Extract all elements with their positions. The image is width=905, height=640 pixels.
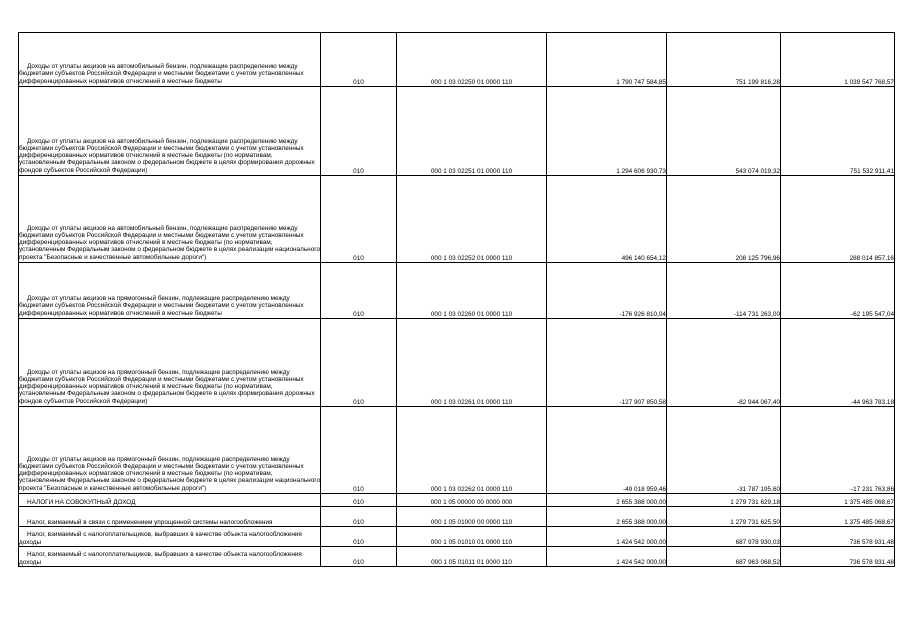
row-value-approved: 1 790 747 584,85	[547, 33, 667, 87]
row-line-code: 010	[321, 319, 397, 407]
row-name-cell	[19, 527, 321, 547]
row-name: Доходы от уплаты акцизов на прямогонный бензин, подлежащие распределению между бюджетами субъектов Российской Федерации и местными бюджетами с учетом установленных дифференцированных нормативов отчислений в местные бюджеты (по нормативам, установленным Федеральным законом о федеральном бюджете в целях формирования дорожных фондов субъектов Российской Федерации)	[19, 368, 315, 405]
table-row	[19, 319, 895, 407]
row-kbk-code: 000 1 05 00000 00 0000 000	[397, 494, 547, 507]
table-row	[19, 263, 895, 319]
row-value-approved: 1 294 606 930,73	[547, 87, 667, 176]
row-value-approved: 1 424 542 000,00	[547, 527, 667, 547]
row-value-unexecuted: -44 963 783,18	[781, 319, 895, 407]
row-name-cell	[19, 33, 321, 87]
table-row	[19, 547, 895, 567]
row-value-executed: 1 279 731 629,18	[667, 494, 781, 507]
row-line-code: 010	[321, 494, 397, 507]
table-row	[19, 407, 895, 494]
row-value-executed: -82 944 067,40	[667, 319, 781, 407]
row-kbk-code: 000 1 03 02260 01 0000 110	[397, 263, 547, 319]
row-name: Доходы от уплаты акцизов на прямогонный бензин, подлежащие распределению между бюджетами субъектов Российской Федерации и местными бюджетами с учетом установленных дифференцированных нормативов отчислений в местные бюджеты	[19, 295, 304, 317]
row-name: Налог, взимаемый с налогоплательщиков, выбравших в качестве объекта налогообложения доходы	[19, 531, 302, 546]
row-value-unexecuted: 1 039 547 768,57	[781, 33, 895, 87]
row-value-unexecuted: 751 532 911,41	[781, 87, 895, 176]
row-kbk-code: 000 1 05 01000 00 0000 110	[397, 507, 547, 527]
row-line-code: 010	[321, 507, 397, 527]
row-line-code: 010	[321, 407, 397, 494]
row-value-unexecuted: 288 014 857,16	[781, 176, 895, 263]
row-kbk-code: 000 1 03 02251 01 0000 110	[397, 87, 547, 176]
row-value-unexecuted: -62 195 547,04	[781, 263, 895, 319]
row-name: НАЛОГИ НА СОВОКУПНЫЙ ДОХОД	[27, 498, 136, 506]
row-value-approved: 2 655 388 000,00	[547, 507, 667, 527]
row-name-cell	[19, 176, 321, 263]
row-value-approved: 2 655 388 000,00	[547, 494, 667, 507]
row-value-approved: 1 424 542 000,00	[547, 547, 667, 567]
row-value-approved: -49 018 959,46	[547, 407, 667, 494]
row-name: Налог, взимаемый в связи с применением упрощенной системы налогообложения	[27, 518, 273, 526]
row-value-executed: 751 199 816,28	[667, 33, 781, 87]
row-value-executed: 208 125 796,96	[667, 176, 781, 263]
row-value-executed: 1 279 731 625,50	[667, 507, 781, 527]
row-kbk-code: 000 1 03 02261 01 0000 110	[397, 319, 547, 407]
table-row	[19, 176, 895, 263]
row-line-code: 010	[321, 527, 397, 547]
row-kbk-code: 000 1 03 02250 01 0000 110	[397, 33, 547, 87]
row-value-approved: 496 140 654,12	[547, 176, 667, 263]
row-value-unexecuted: 1 375 485 068,67	[781, 494, 895, 507]
row-name-cell	[19, 547, 321, 567]
table-row	[19, 33, 895, 87]
row-value-approved: -176 926 810,04	[547, 263, 667, 319]
row-value-approved: -127 907 850,58	[547, 319, 667, 407]
row-line-code: 010	[321, 176, 397, 263]
row-line-code: 010	[321, 263, 397, 319]
row-kbk-code: 000 1 03 02252 01 0000 110	[397, 176, 547, 263]
row-name-cell	[19, 87, 321, 176]
row-name: Доходы от уплаты акцизов на автомобильный бензин, подлежащие распределению между бюджетами субъектов Российской Федерации и местными бюджетами с учетом установленных дифференцированных нормативов отчислений в местные бюджеты (по нормативам, установленным Федеральным законом о федеральном бюджете в целях формирования дорожных фондов субъектов Российской Федерации)	[19, 137, 315, 174]
row-value-unexecuted: 736 578 931,48	[781, 527, 895, 547]
row-name: Доходы от уплаты акцизов на автомобильный бензин, подлежащие распределению между бюджетами субъектов Российской Федерации и местными бюджетами с учетом установленных дифференцированных нормативов отчислений в местные бюджеты (по нормативам, установленным Федеральным законом о федеральном бюджете в целях реализации национального проекта "Безопасные и качественные автомобильные дороги")	[19, 224, 321, 261]
row-name-cell	[19, 507, 321, 527]
row-kbk-code: 000 1 05 01011 01 0000 110	[397, 547, 547, 567]
row-name: Доходы от уплаты акцизов на прямогонный бензин, подлежащие распределению между бюджетами субъектов Российской Федерации и местными бюджетами с учетом установленных дифференцированных нормативов отчислений в местные бюджеты (по нормативам, установленным Федеральным законом о федеральном бюджете в целях реализации национального проекта "Безопасные и качественные автомобильные дороги")	[19, 455, 321, 492]
row-line-code: 010	[321, 33, 397, 87]
budget-report-table	[18, 32, 895, 567]
row-value-unexecuted: 1 375 485 068,67	[781, 507, 895, 527]
row-value-executed: 687 978 930,03	[667, 527, 781, 547]
row-name-cell	[19, 319, 321, 407]
row-line-code: 010	[321, 87, 397, 176]
row-name-cell	[19, 494, 321, 507]
row-value-executed: 543 074 019,32	[667, 87, 781, 176]
row-line-code: 010	[321, 547, 397, 567]
row-kbk-code: 000 1 03 02262 01 0000 110	[397, 407, 547, 494]
row-value-executed: 687 963 068,52	[667, 547, 781, 567]
table-row	[19, 494, 895, 507]
table-row	[19, 527, 895, 547]
row-value-unexecuted: 736 578 931,48	[781, 547, 895, 567]
row-name-cell	[19, 263, 321, 319]
table-row	[19, 87, 895, 176]
row-name: Доходы от уплаты акцизов на автомобильный бензин, подлежащие распределению между бюджетами субъектов Российской Федерации и местными бюджетами с учетом установленных дифференцированных нормативов отчислений в местные бюджеты	[19, 63, 304, 85]
row-value-unexecuted: -17 231 763,86	[781, 407, 895, 494]
row-name-cell	[19, 407, 321, 494]
row-value-executed: -31 787 195,60	[667, 407, 781, 494]
row-kbk-code: 000 1 05 01010 01 0000 110	[397, 527, 547, 547]
row-value-executed: -114 731 263,00	[667, 263, 781, 319]
row-name: Налог, взимаемый с налогоплательщиков, выбравших в качестве объекта налогообложения доходы	[19, 551, 302, 566]
table-row	[19, 507, 895, 527]
